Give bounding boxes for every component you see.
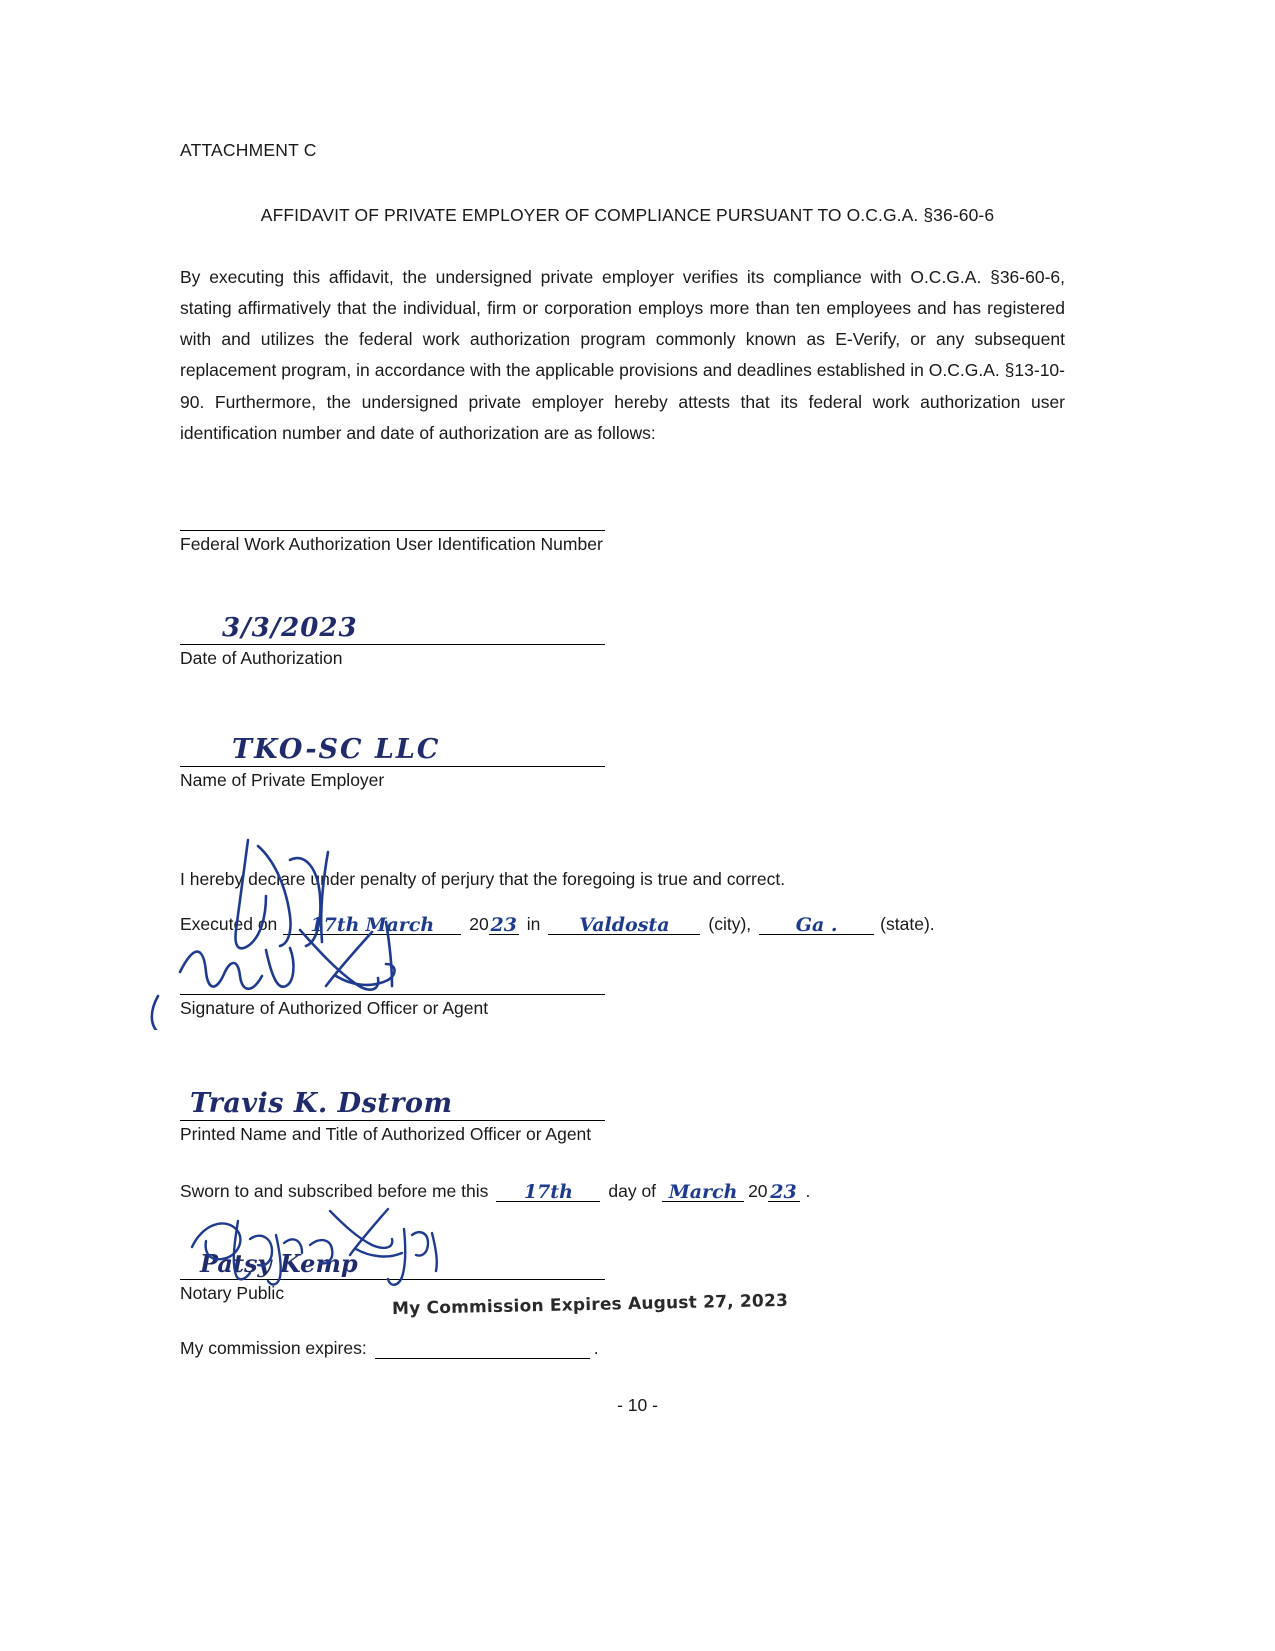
field-signature-officer bbox=[180, 979, 1065, 1019]
day-of-label: day of bbox=[608, 1180, 657, 1201]
sworn-year-field[interactable] bbox=[768, 1179, 800, 1202]
user-id-caption: Federal Work Authorization User Identification Number bbox=[180, 533, 603, 554]
commission-expires-line bbox=[180, 1338, 1065, 1359]
sworn-year-prefix-label: 20 bbox=[748, 1180, 768, 1201]
city-field[interactable] bbox=[548, 912, 700, 935]
notary-public-caption: Notary Public bbox=[180, 1282, 285, 1303]
page-title: AFFIDAVIT OF PRIVATE EMPLOYER OF COMPLIANCE PURSUANT TO O.C.G.A. §36-60-6 bbox=[260, 205, 995, 225]
printed-name-caption: Printed Name and Title of Authorized Officer or Agent bbox=[180, 1123, 592, 1144]
employer-name-handwritten-value[interactable]: TKO-SC LLC bbox=[232, 733, 441, 765]
date-of-authorization-handwritten-value[interactable]: 3/3/2023 bbox=[222, 612, 358, 643]
printed-name-handwritten-value[interactable]: Travis K. Dstrom bbox=[190, 1087, 453, 1119]
executed-on-line bbox=[180, 912, 1065, 935]
sworn-year-value: 23 bbox=[770, 1180, 797, 1203]
signature-caption: Signature of Authorized Officer or Agent bbox=[180, 997, 489, 1018]
sworn-day-value: 17th bbox=[523, 1180, 573, 1203]
document-content bbox=[180, 140, 1065, 1359]
state-field[interactable] bbox=[759, 912, 874, 935]
date-of-authorization-caption: Date of Authorization bbox=[180, 647, 343, 668]
commission-expires-label: My commission expires: bbox=[180, 1337, 367, 1358]
executed-on-label: Executed on bbox=[180, 913, 278, 934]
employer-name-caption: Name of Private Employer bbox=[180, 769, 385, 790]
commission-expires-field[interactable] bbox=[375, 1358, 590, 1359]
sworn-day-field[interactable] bbox=[496, 1179, 600, 1202]
field-user-identification-number bbox=[180, 505, 1065, 555]
state-label: (state). bbox=[880, 913, 935, 934]
commission-expires-period: . bbox=[593, 1337, 599, 1358]
attachment-label: ATTACHMENT C bbox=[180, 140, 317, 160]
executed-date-field[interactable] bbox=[283, 912, 461, 935]
field-date-of-authorization bbox=[180, 611, 1065, 669]
field-employer-name bbox=[180, 731, 1065, 791]
field-printed-name bbox=[180, 1085, 1065, 1145]
sworn-prefix-label: Sworn to and subscribed before me this bbox=[180, 1180, 489, 1201]
affidavit-body-paragraph: By executing this affidavit, the undersigned private employer verifies its compliance with O.C.G.A. §36-60-6, stating affirmatively that the individual, firm or corporation employs more than ten employees and has registered with and utilizes the federal work authorization program commonly known as E-Verify, or any subsequent replacement program, in accordance with the applicable provisions and deadlines established in O.C.G.A. §13-10-90. Furthermore, the undersigned private employer hereby attests that its federal work authorization user identification number and date of authorization are as follows: bbox=[180, 267, 1065, 443]
city-value: Valdosta bbox=[579, 913, 670, 936]
sworn-to-line bbox=[180, 1179, 1065, 1202]
state-value: Ga . bbox=[795, 913, 838, 936]
sworn-month-field[interactable] bbox=[662, 1179, 744, 1202]
executed-year-value: 23 bbox=[490, 913, 517, 936]
executed-day-value: 17th bbox=[310, 913, 360, 936]
sworn-month-value: March bbox=[668, 1180, 738, 1203]
executed-year-field[interactable] bbox=[489, 912, 519, 935]
perjury-declaration: I hereby declare under penalty of perjury that the foregoing is true and correct. bbox=[180, 868, 786, 889]
sworn-period: . bbox=[805, 1180, 811, 1201]
year-prefix-label: 20 bbox=[469, 913, 489, 934]
city-label: (city), bbox=[708, 913, 752, 934]
notary-signature-handwritten-value[interactable]: Patsy Kemp bbox=[200, 1248, 358, 1278]
executed-month-value: March bbox=[365, 913, 435, 936]
page-number: - 10 - bbox=[617, 1395, 658, 1415]
in-label: in bbox=[526, 913, 541, 934]
commission-expiration-stamp: My Commission Expires August 27, 2023 bbox=[391, 1290, 789, 1320]
